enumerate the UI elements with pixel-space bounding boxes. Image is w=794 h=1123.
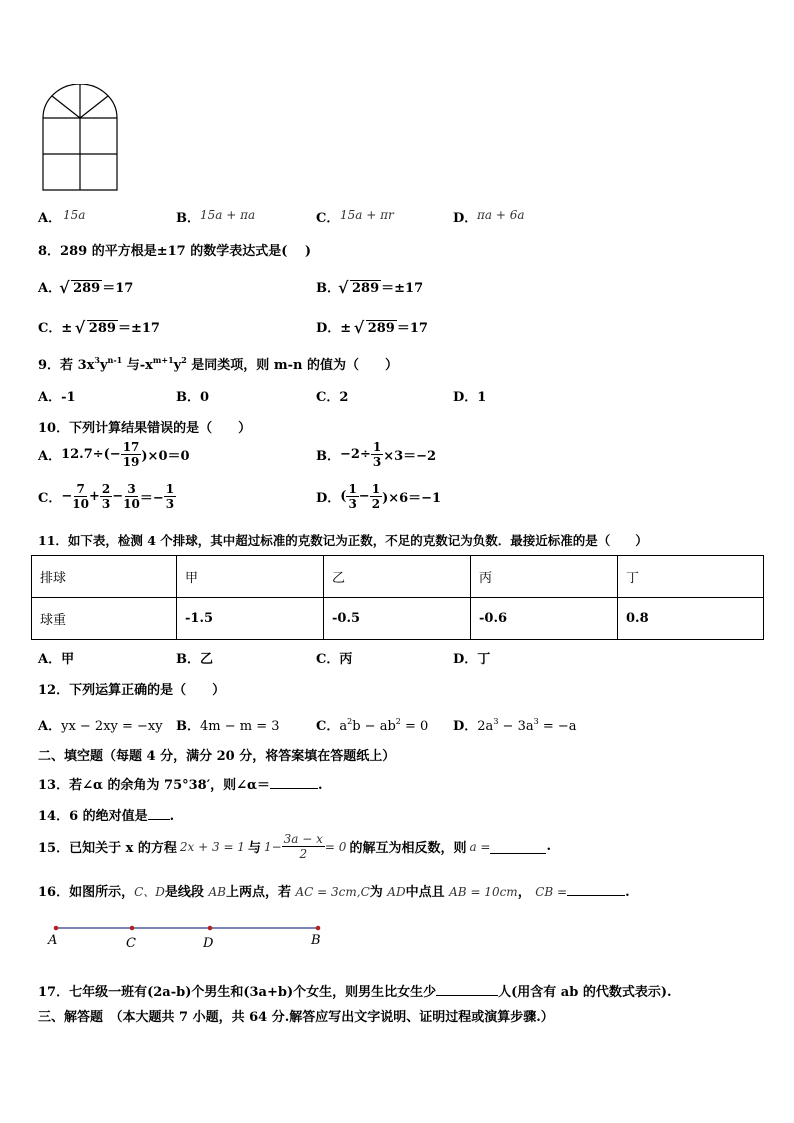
q10-stem: 10．下列计算结果错误的是（ ）: [38, 421, 252, 436]
answer-blank: [567, 895, 625, 896]
q9-option-c: C．2: [316, 390, 349, 405]
answer-blank: [270, 788, 318, 789]
q12-stem: 12．下列运算正确的是（ ）: [38, 683, 226, 698]
q11-option-a: A．甲: [38, 652, 75, 667]
q8-option-b: B．√ 289 ＝±17: [316, 277, 423, 296]
answer-blank: [436, 995, 498, 996]
q9-option-b: B．0: [176, 390, 210, 405]
label-d: D: [203, 936, 214, 951]
point-d: [208, 926, 213, 931]
q12-option-a: A．yx − 2xy = −xy: [38, 719, 163, 734]
q7-option-a-letter: A．: [38, 211, 62, 226]
q13: 13．若∠α 的余角为 75°38′，则∠α＝ .: [38, 778, 323, 793]
answer-blank: [148, 819, 170, 820]
q7-option-c-letter: C．: [316, 211, 340, 226]
q12-option-b: B．4m − m = 3: [176, 719, 280, 734]
q15: 15．已知关于 x 的方程 2x + 3 = 1 与 1− $\frac{3a - x}{2}$ = 0 的解互为相反数，则 a = .: [38, 832, 552, 861]
q11-table: [31, 555, 764, 640]
table-header-cell: 丁: [618, 556, 764, 598]
point-b: [316, 926, 321, 931]
q10-option-b: B． −2÷ $\frac{1}{3}$ ×3＝−2: [316, 440, 437, 469]
q8-option-a: A．√ 289 ＝17: [38, 277, 133, 296]
label-c: C: [126, 936, 136, 951]
q11-stem: 11．如下表，检测 4 个排球，其中超过标准的克数记为正数，不足的克数记为负数．最接近标准的是（ ）: [38, 533, 648, 548]
window-figure: [40, 84, 122, 194]
table-header-cell: 排球: [32, 556, 177, 598]
q7-option-d-letter: D．: [453, 211, 478, 226]
line-segment-figure: [40, 918, 340, 954]
table-row: [32, 556, 764, 598]
point-c: [130, 926, 135, 931]
q7-option-c: 15a + πr: [340, 208, 394, 222]
table-header-cell: 丙: [471, 556, 618, 598]
section-3-heading: 三、解答题 （本大题共 7 小题，共 64 分.解答应写出文字说明、证明过程或演算步骤.）: [38, 1010, 554, 1025]
q9-stem: 9．若 $3x^3y^{n-1}$ 与$-x^{m+1}y^2$ 是同类项，则 m-n 的值为（ ）: [38, 355, 398, 373]
q9-option-a: A．-1: [38, 390, 76, 405]
q10-option-c: C． − $\frac{7}{10}$ + $\frac{2}{3}$ − $\frac{3}{10}$ ＝− $\frac{1}{3}$: [38, 482, 175, 511]
q10-option-a: A． 12.7÷(− $\frac{17}{19}$ )×0＝0: [38, 440, 190, 469]
q16: 16．如图所示，C、D是线段 AB上两点，若 AC = 3cm,C为 AD中点且 AB = 10cm， CB = .: [38, 885, 630, 900]
q17: 17．七年级一班有(2a-b)个男生和(3a+b)个女生，则男生比女生少 人(用含有 ab 的代数式表示).: [38, 985, 672, 1000]
q7-option-b-letter: B．: [176, 211, 200, 226]
q11-option-b: B．乙: [176, 652, 214, 667]
q7-option-b: 15a + πa: [200, 208, 256, 222]
q8-stem: 8．289 的平方根是±17 的数学表达式是( ): [38, 244, 312, 259]
q11-option-c: C．丙: [316, 652, 353, 667]
table-row: [32, 598, 764, 640]
q14: 14．6 的绝对值是 .: [38, 809, 175, 824]
section-2-heading: 二、填空题（每题 4 分，满分 20 分，将答案填在答题纸上）: [38, 749, 396, 764]
q12-option-c: C．$a^2b - ab^2 = 0$: [316, 717, 429, 734]
q8-option-c: C．± √ 289 ＝±17: [38, 317, 160, 336]
table-cell: -0.5: [324, 598, 471, 640]
q10-option-d: D． ( $\frac{1}{3}$ − $\frac{1}{2}$ )×6＝−1: [316, 482, 442, 511]
q7-option-a: 15a: [63, 208, 86, 222]
table-header-cell: 乙: [324, 556, 471, 598]
q7-option-d: πa + 6a: [477, 208, 525, 222]
table-cell: -0.6: [471, 598, 618, 640]
q8-option-d: D．± √ 289 ＝17: [316, 317, 428, 336]
table-cell: -1.5: [177, 598, 324, 640]
point-a: [54, 926, 59, 931]
label-a: A: [48, 933, 58, 948]
table-cell: 0.8: [618, 598, 764, 640]
q12-option-d: D．$2a^3 - 3a^3 = -a$: [453, 717, 577, 734]
answer-blank: [490, 839, 546, 854]
table-header-cell: 甲: [177, 556, 324, 598]
table-cell: 球重: [32, 598, 177, 640]
label-b: B: [311, 933, 321, 948]
q9-option-d: D．1: [453, 390, 487, 405]
q11-option-d: D．丁: [453, 652, 491, 667]
